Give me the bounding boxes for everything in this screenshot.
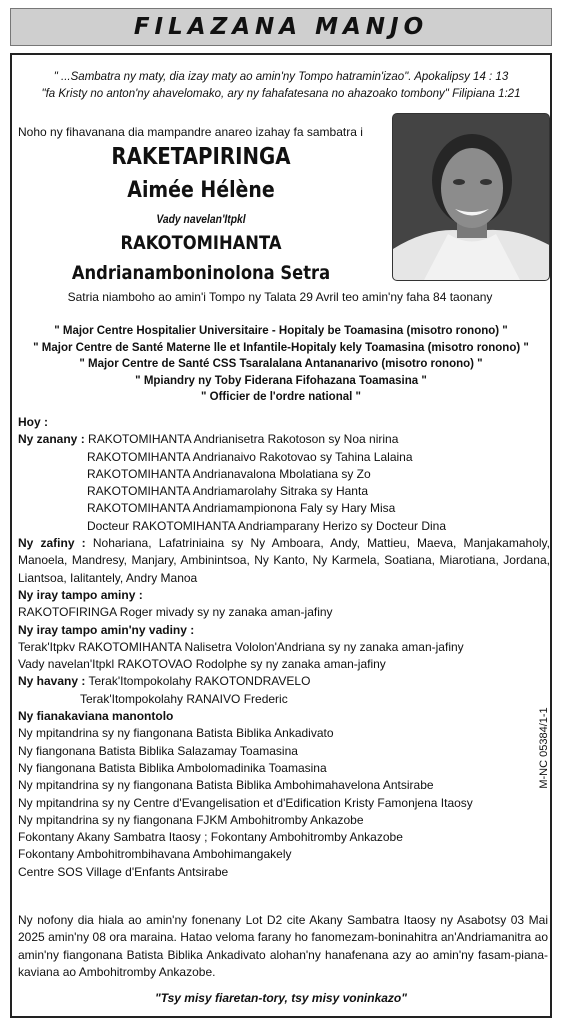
title-line: " Major Centre de Santé CSS Tsaralalana Antananarivo (misotro ronono) " <box>79 358 483 370</box>
relatives-first-row <box>18 673 550 690</box>
hoy-label: Hoy : <box>18 415 48 429</box>
community-entry: Ny mpitandrina sy ny fiangonana FJKM Ambohitromby Ankazobe <box>18 812 364 827</box>
child-entry: RAKOTOMIHANTA Andriamampionona Faly sy Hary Misa <box>87 501 396 516</box>
community-entry: Ny mpitandrina sy ny fiangonana Batista Biblika Ankadivato <box>18 726 334 741</box>
closing-note: "Tsy misy fiaretan-tory, tsy misy voninkazo" <box>155 991 407 1005</box>
community-entry: Fokontany Ambohitrombihavana Ambohimangakely <box>18 847 292 862</box>
title-line: " Major Centre Hospitalier Universitaire - Hopitaly be Toamasina (misotro ronono) " <box>54 325 508 337</box>
child-entry: RAKOTOMIHANTA Andriamarolahy Sitraka sy Hanta <box>87 484 368 499</box>
grandchildren-paragraph <box>18 535 550 587</box>
family-section <box>18 414 550 881</box>
reference-code: M-NC 05384/1-1 <box>538 707 550 789</box>
children-first-row <box>18 431 550 448</box>
deceased-given-names: Aimée Hélène <box>127 178 275 203</box>
relatives-label: Ny havany : <box>18 674 86 689</box>
intro-text: Noho ny fihavanana dia mampandre anareo izahay fa sambatra i <box>18 125 363 139</box>
deceased-surname: RAKETAPIRINGA <box>111 144 291 170</box>
spouse-surname: RAKOTOMIHANTA <box>120 232 282 254</box>
title-line: " Mpiandry ny Toby Fiderana Fifohazana Toamasina " <box>135 374 427 387</box>
children-label: Ny zanany : <box>18 432 85 447</box>
relative-entry: Terak'Itompokolahy RANAIVO Frederic <box>80 691 288 706</box>
death-notice: Satria niamboho ao amin'i Tompo ny Talata 29 Avril teo amin'ny faha 84 taonany <box>67 290 493 304</box>
notice-header <box>10 8 552 46</box>
community-entry: Ny fiangonana Batista Biblika Ambolomadinika Toamasina <box>18 760 327 775</box>
widow-of-label: Vady navelan'Itpkl <box>156 212 246 226</box>
community-entry: Fokontany Akany Sambatra Itaosy ; Fokontany Ambohitromby Ankazobe <box>18 830 403 845</box>
spouse-siblings-label: Ny iray tampo amin'ny vadiny : <box>18 622 195 637</box>
extended-family-label: Ny fianakaviana manontolo <box>18 709 174 724</box>
community-entry: Centre SOS Village d'Enfants Antsirabe <box>18 864 229 879</box>
title-line: " Officier de l'ordre national " <box>201 391 361 403</box>
grandchildren-list: Nohariana, Lafatriniaina sy Ny Amboara, Andy, Mattieu, Maeva, Manjakamaholy, Manoela, Mandresy, Manjary, Ambinintsoa, Ny Kanto, Ny Karmela, Soatiana, Miarotiana, Jordana, Liantsoa, Ialitantely, Andry Manoa <box>18 536 550 585</box>
grandchildren-label: Ny zafiny : <box>18 536 86 551</box>
community-entry: Ny mpitandrina sy ny fiangonana Batista Biblika Ambohimahavelona Antsirabe <box>18 778 434 793</box>
sibling-entry: RAKOTOFIRINGA Roger mivady sy ny zanaka aman-jafiny <box>18 605 333 620</box>
spouse-given-names: Andrianamboninolona Setra <box>71 262 331 284</box>
title-line: " Major Centre de Santé Materne lle et Infantile-Hopitaly kely Toamasina (misotro ronono) " <box>33 341 529 354</box>
relative-entry: Terak'Itompokolahy RAKOTONDRAVELO <box>88 674 311 689</box>
child-entry: Docteur RAKOTOMIHANTA Andriamparany Herizo sy Docteur Dina <box>87 518 447 533</box>
deceased-photo <box>392 113 550 281</box>
notice-title: FILAZANA MANJO <box>133 14 429 40</box>
spouse-sibling-entry: Vady navelan'Itpkl RAKOTOVAO Rodolphe sy ny zanaka aman-jafiny <box>18 657 386 672</box>
siblings-label: Ny iray tampo aminy : <box>18 587 143 602</box>
community-entry: Ny mpitandrina sy ny Centre d'Evangelisation et d'Edification Kristy Famonjena Itaosy <box>18 795 473 810</box>
bible-verse-1: " ...Sambatra ny maty, dia izay maty ao amin'ny Tompo hatramin'izao". Apokalipsy 14 : 13 <box>53 71 509 83</box>
honorific-titles <box>10 323 552 406</box>
spouse-sibling-entry: Terak'Itpkv RAKOTOMIHANTA Nalisetra Vololon'Andriana sy ny zanaka aman-jafiny <box>18 639 464 654</box>
community-entry: Ny fiangonana Batista Biblika Salazamay Toamasina <box>18 743 298 758</box>
child-entry: RAKOTOMIHANTA Andrianisetra Rakotoson sy Noa nirina <box>88 432 399 447</box>
child-entry: RAKOTOMIHANTA Andrianaivo Rakotovao sy Tahina Lalaina <box>87 449 413 464</box>
funeral-details: Ny nofony dia hiala ao amin'ny fonenany Lot D2 cite Akany Sambatra Itaosy ny Asabotsy 03 Mai 2025 amin'ny 08 ora maraina. Hatao veloma farany ho fanomezam-boninahitra an'Andriamanitra ao amin'ny fiangonana Batista Biblika Ankadivato alohan'ny hanafenana azy ao amin'ny fasam-piana-kaviana ao Ambohitromby Ankazobe. <box>18 913 548 979</box>
bible-verse-2: "fa Kristy no anton'ny ahavelomako, ary ny fahafatesana no ahazoako tombony" Filipiana 1:21 <box>41 88 521 100</box>
child-entry: RAKOTOMIHANTA Andrianavalona Mbolatiana sy Zo <box>87 466 371 481</box>
